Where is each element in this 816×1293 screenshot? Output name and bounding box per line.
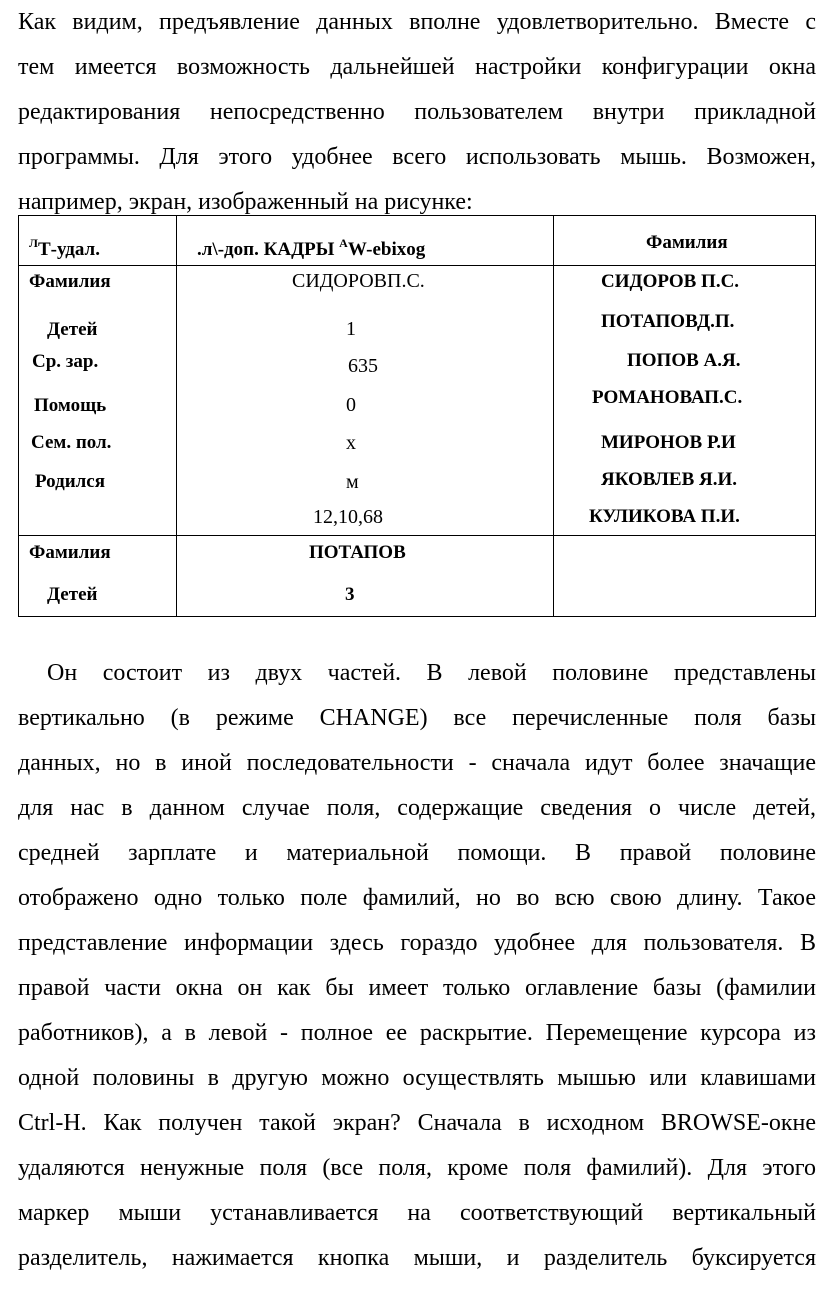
surname-list-item: ЯКОВЛЕВ Я.И. <box>601 469 738 490</box>
surname-list-item: КУЛИКОВА П.И. <box>589 506 740 527</box>
database-window-figure <box>18 215 816 617</box>
text-line: удаляются ненужные поля (все поля, кроме поля фамилий). Для этого <box>18 1155 816 1181</box>
text-line: правой части окна он как бы имеет только оглавление базы (фамилии <box>18 975 816 1001</box>
text-line: редактирования непосредственно пользователем внутри прикладной <box>18 99 816 125</box>
text-line: Как видим, предъявление данных вполне удовлетворительно. Вместе с <box>18 9 816 35</box>
text-line: для нас в данном случае поля, содержащие сведения о числе детей, <box>18 795 816 821</box>
text-line: вертикально (в режиме CHANGE) все перечисленные поля базы <box>18 705 816 731</box>
field-value: 0 <box>346 394 356 416</box>
text-line: Ctrl-H. Как получен такой экран? Сначала в исходном BROWSE-окне <box>18 1110 816 1136</box>
field-value: х <box>346 432 356 454</box>
header-surname-column: Фамилия <box>646 232 728 253</box>
text-line: маркер мыши устанавливается на соответствующий вертикальный <box>18 1200 816 1226</box>
intro-paragraph <box>18 0 816 225</box>
field-value: 635 <box>348 355 378 377</box>
field-value: 1 <box>346 318 356 340</box>
surname-list-item: МИРОНОВ Р.И <box>601 432 736 453</box>
field-label: Фамилия <box>29 271 111 292</box>
surname-list-item: СИДОРОВ П.С. <box>601 271 740 292</box>
table-divider <box>176 216 177 616</box>
text-line: отображено одно только поле фамилий, но во всю свою длину. Такое <box>18 885 816 911</box>
table-divider <box>19 535 815 536</box>
table-divider <box>553 216 554 616</box>
text-line: одной половины в другую можно осуществлять мышью или клавишами <box>18 1065 816 1091</box>
field-label: Фамилия <box>29 542 111 563</box>
field-value: ПОТАПОВ <box>309 542 406 563</box>
table-divider <box>19 265 815 266</box>
text-line: представление информации здесь гораздо удобнее для пользователя. В <box>18 930 816 956</box>
field-value: 12,10,68 <box>313 506 383 528</box>
surname-list-item: ПОПОВ А.Я. <box>627 350 741 371</box>
header-window-title: .л\-доп. КАДРЫ $^А$W-ebixog <box>197 236 426 260</box>
text-line: работников), а в левой - полное ее раскрытие. Перемещение курсора из <box>18 1020 816 1046</box>
field-label: Помощь <box>34 395 107 416</box>
field-value: м <box>346 471 359 493</box>
field-label: Детей <box>47 584 98 605</box>
text-line: средней зарплате и материальной помощи. В правой половине <box>18 840 816 866</box>
field-label: Детей <box>47 319 98 340</box>
surname-list-item: ПОТАПОВД.П. <box>601 311 735 332</box>
text-line: разделитель, нажимается кнопка мыши, и разделитель буксируется <box>18 1245 816 1271</box>
text-line: Он состоит из двух частей. В левой половине представлены <box>47 660 816 686</box>
text-line: например, экран, изображенный на рисунке: <box>18 189 473 215</box>
body-paragraph <box>18 651 816 1281</box>
header-delete-label: $^Л$Т-удал. <box>29 236 100 260</box>
field-value: СИДОРОВП.С. <box>292 270 425 292</box>
field-label: Ср. зар. <box>32 351 99 372</box>
field-label: Родился <box>35 471 106 492</box>
text-line: тем имеется возможность дальнейшей настройки конфигурации окна <box>18 54 816 80</box>
text-line: данных, но в иной последовательности - сначала идут более значащие <box>18 750 816 776</box>
surname-list-item: РОМАНОВАП.С. <box>592 387 743 408</box>
field-label: Сем. пол. <box>31 432 112 453</box>
text-line: программы. Для этого удобнее всего использовать мышь. Возможен, <box>18 144 816 170</box>
field-value: 3 <box>345 584 355 605</box>
